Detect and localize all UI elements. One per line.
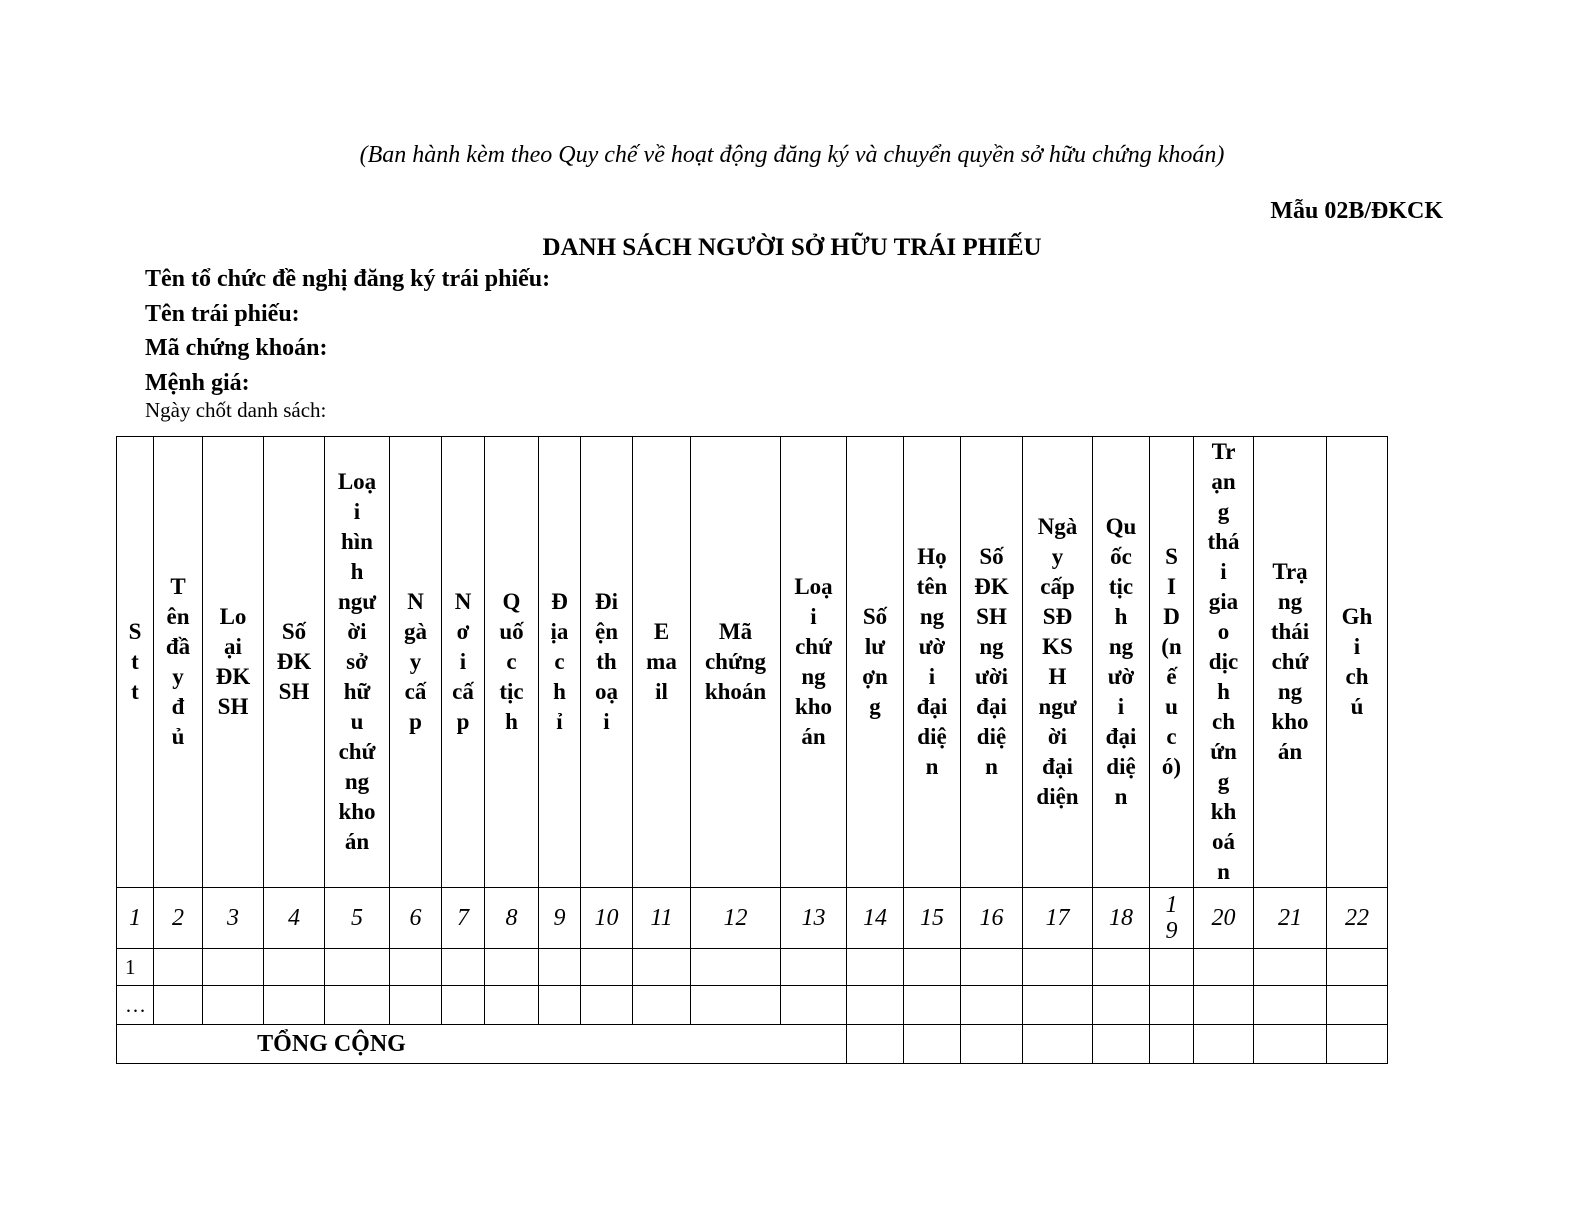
column-header: S t t xyxy=(117,437,154,888)
table-cell xyxy=(485,986,539,1025)
table-cell xyxy=(781,949,847,986)
column-header: Số ĐK SH ng ười đại diệ n xyxy=(961,437,1023,888)
table-cell xyxy=(203,949,264,986)
form-code: Mẫu 02B/ĐKCK xyxy=(1270,198,1443,224)
column-header: Loạ i chứ ng kho án xyxy=(781,437,847,888)
column-header: Loạ i hìn h ngư ời sở hữ u chứ ng kho án xyxy=(325,437,390,888)
column-header: N ơ i cấ p xyxy=(442,437,485,888)
column-number: 9 xyxy=(539,888,581,949)
table-cell xyxy=(539,949,581,986)
total-row xyxy=(117,1025,1388,1064)
table-cell xyxy=(1194,1025,1254,1064)
table-cell xyxy=(264,949,325,986)
table-cell xyxy=(1023,949,1093,986)
column-number: 7 xyxy=(442,888,485,949)
total-label: TỔNG CỘNG xyxy=(117,1025,847,1064)
table-cell xyxy=(390,986,442,1025)
table-cell xyxy=(1254,1025,1327,1064)
column-number: 16 xyxy=(961,888,1023,949)
column-number: 21 xyxy=(1254,888,1327,949)
table-cell xyxy=(539,986,581,1025)
table-row xyxy=(117,949,1388,986)
table-cell xyxy=(581,949,633,986)
table-cell xyxy=(847,949,904,986)
table-cell xyxy=(691,949,781,986)
table-cell xyxy=(442,949,485,986)
column-number: 11 xyxy=(633,888,691,949)
table-cell xyxy=(203,986,264,1025)
table-cell xyxy=(1150,949,1194,986)
column-header: Gh i ch ú xyxy=(1327,437,1388,888)
stt-cell: 1 xyxy=(117,949,154,986)
column-header: Đ ịa c h ỉ xyxy=(539,437,581,888)
document-title: DANH SÁCH NGƯỜI SỞ HỮU TRÁI PHIẾU xyxy=(542,234,1042,261)
table-cell xyxy=(154,986,203,1025)
par-value-label: Mệnh giá: xyxy=(145,369,250,396)
column-header: Họ tên ng ườ i đại diệ n xyxy=(904,437,961,888)
table-cell xyxy=(961,949,1023,986)
table-cell xyxy=(1093,1025,1150,1064)
table-cell xyxy=(961,986,1023,1025)
record-date-label: Ngày chốt danh sách: xyxy=(145,398,327,422)
column-number: 10 xyxy=(581,888,633,949)
table-cell xyxy=(485,949,539,986)
column-number: 22 xyxy=(1327,888,1388,949)
table-cell xyxy=(1327,1025,1388,1064)
bond-name-label: Tên trái phiếu: xyxy=(145,300,300,327)
column-header: Lo ại ĐK SH xyxy=(203,437,264,888)
column-number-row xyxy=(117,888,1388,949)
table-cell xyxy=(442,986,485,1025)
table-cell xyxy=(1194,949,1254,986)
table-cell xyxy=(264,986,325,1025)
table-row xyxy=(117,986,1388,1025)
table-cell xyxy=(1327,949,1388,986)
table-cell xyxy=(1254,949,1327,986)
decree-subtitle: (Ban hành kèm theo Quy chế về hoạt động đăng ký và chuyển quyền sở hữu chứng khoán) xyxy=(359,142,1225,168)
table-cell xyxy=(633,986,691,1025)
column-number: 1 xyxy=(117,888,154,949)
org-name-label: Tên tổ chức đề nghị đăng ký trái phiếu: xyxy=(145,266,551,292)
column-header: Q uố c tịc h xyxy=(485,437,539,888)
column-number: 8 xyxy=(485,888,539,949)
table-cell xyxy=(904,949,961,986)
column-number: 4 xyxy=(264,888,325,949)
column-header: Đi ện th oạ i xyxy=(581,437,633,888)
stt-cell: … xyxy=(117,986,154,1025)
column-number: 6 xyxy=(390,888,442,949)
table-cell xyxy=(691,986,781,1025)
column-header: E ma il xyxy=(633,437,691,888)
table-cell xyxy=(781,986,847,1025)
table-cell xyxy=(961,1025,1023,1064)
table-cell xyxy=(847,986,904,1025)
column-header: Qu ốc tịc h ng ườ i đại diệ n xyxy=(1093,437,1150,888)
column-number: 12 xyxy=(691,888,781,949)
table-cell xyxy=(390,949,442,986)
column-number: 1 9 xyxy=(1150,888,1194,949)
security-code-label: Mã chứng khoán: xyxy=(145,335,328,361)
table-cell xyxy=(325,949,390,986)
column-number: 13 xyxy=(781,888,847,949)
column-number: 15 xyxy=(904,888,961,949)
table-cell xyxy=(904,1025,961,1064)
column-header: Số lư ợn g xyxy=(847,437,904,888)
column-number: 3 xyxy=(203,888,264,949)
table-cell xyxy=(1194,986,1254,1025)
column-number: 2 xyxy=(154,888,203,949)
column-header: Số ĐK SH xyxy=(264,437,325,888)
column-header: Trạ ng thái chứ ng kho án xyxy=(1254,437,1327,888)
table-cell xyxy=(581,986,633,1025)
bondholder-table xyxy=(116,436,1388,1064)
column-number: 18 xyxy=(1093,888,1150,949)
table-cell xyxy=(325,986,390,1025)
table-cell xyxy=(1023,1025,1093,1064)
column-number: 17 xyxy=(1023,888,1093,949)
column-header: Mã chứng khoán xyxy=(691,437,781,888)
table-cell xyxy=(154,949,203,986)
table-cell xyxy=(1023,986,1093,1025)
table-header-row xyxy=(117,437,1388,888)
table-cell xyxy=(847,1025,904,1064)
column-header: Ngà y cấp SĐ KS H ngư ời đại diện xyxy=(1023,437,1093,888)
column-header: N gà y cấ p xyxy=(390,437,442,888)
table-cell xyxy=(1093,986,1150,1025)
column-number: 5 xyxy=(325,888,390,949)
column-number: 20 xyxy=(1194,888,1254,949)
column-number: 14 xyxy=(847,888,904,949)
table-cell xyxy=(633,949,691,986)
column-header: T ên đầ y đ ủ xyxy=(154,437,203,888)
info-fields xyxy=(145,262,550,400)
column-header: S I D (n ế u c ó) xyxy=(1150,437,1194,888)
column-header: Tr ạn g thá i gia o dịc h ch ứn g kh oá n xyxy=(1194,437,1254,888)
table-cell xyxy=(1150,986,1194,1025)
table-cell xyxy=(1254,986,1327,1025)
table-cell xyxy=(1150,1025,1194,1064)
table-cell xyxy=(1093,949,1150,986)
table-cell xyxy=(904,986,961,1025)
table-cell xyxy=(1327,986,1388,1025)
